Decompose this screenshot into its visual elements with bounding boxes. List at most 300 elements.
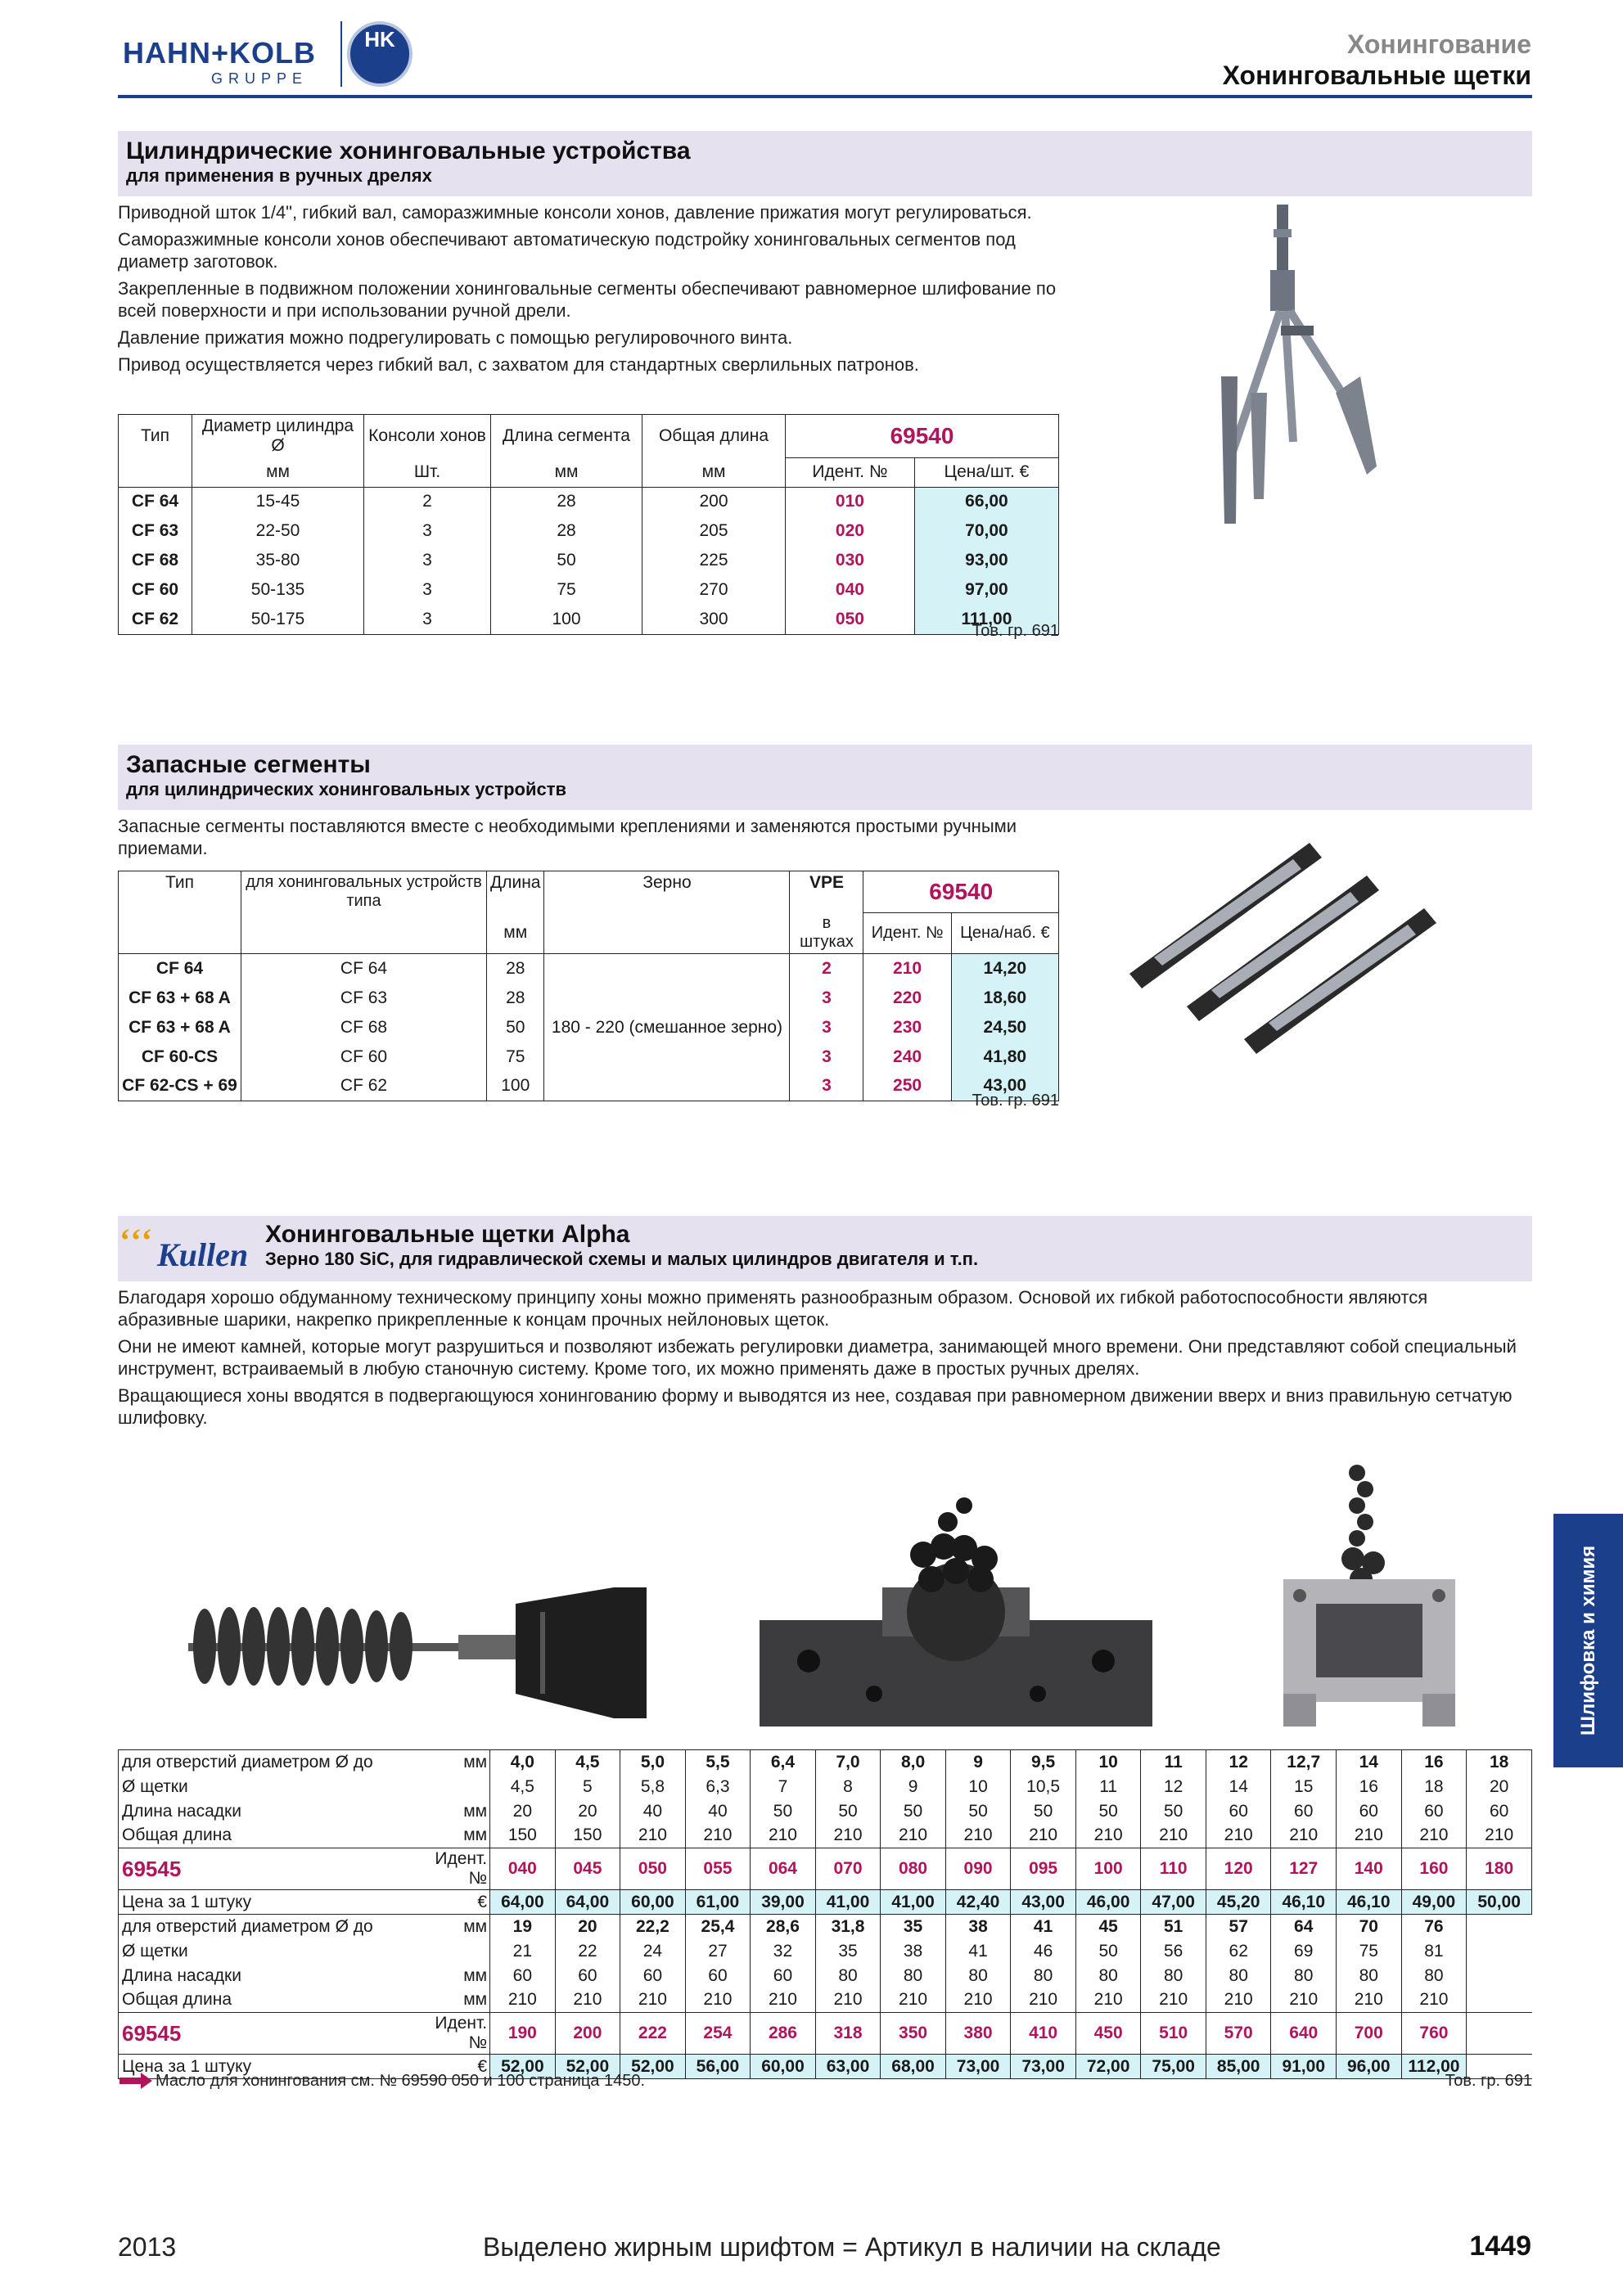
table-cell: 210 <box>751 1988 816 2013</box>
section2-description: Запасные сегменты поставляются вместе с необходимыми креплениями и заменяются простыми ручными приемами. <box>118 816 1017 858</box>
cell-type: CF 63 + 68 A <box>119 1013 241 1042</box>
cell-type: CF 64 <box>119 954 241 984</box>
cell-ident: 030 <box>786 546 915 575</box>
cell-segment-length: 50 <box>491 546 642 575</box>
table-cell: 210 <box>490 1988 556 2013</box>
table-cell: 22,2 <box>620 1915 686 1939</box>
row-unit: Идент. № <box>432 2013 489 2055</box>
table-cell: 200 <box>555 2013 620 2055</box>
table-cell <box>1467 2013 1532 2055</box>
unit-label: мм <box>491 457 642 487</box>
table-cell: 45 <box>1075 1915 1141 1939</box>
table-cell: 210 <box>685 1988 751 2013</box>
arrow-right-icon <box>119 2073 152 2089</box>
table-cell: 10 <box>1075 1750 1141 1775</box>
honing-tool-image <box>1179 196 1408 573</box>
table-cell: 41 <box>1011 1915 1076 1939</box>
table-cell: 210 <box>881 1824 946 1848</box>
unit-label <box>241 912 487 954</box>
table-cell: 15 <box>1271 1775 1337 1799</box>
cell-price: 14,20 <box>951 954 1058 984</box>
cell-type: CF 64 <box>119 487 192 516</box>
table-cell: 064 <box>751 1848 816 1890</box>
table-cell: 510 <box>1141 2013 1206 2055</box>
table-cell: 210 <box>751 1824 816 1848</box>
table-cell: 60 <box>751 1964 816 1988</box>
table-cell: 7,0 <box>815 1750 881 1775</box>
table-cell: 96,00 <box>1337 2055 1402 2079</box>
table-cell: 64,00 <box>490 1890 556 1915</box>
section3-paragraph: Вращающиеся хоны вводятся в подвергающуюся хонингованию форму и выводятся из нее, создавая при равномерном движении вверх и вниз правильную сетчатую шлифовку. <box>118 1385 1513 1428</box>
table-cell: 760 <box>1401 2013 1467 2055</box>
table-cell: 12 <box>1206 1750 1271 1775</box>
table-cell: 91,00 <box>1271 2055 1337 2079</box>
table-cell: 055 <box>685 1848 751 1890</box>
table-cell: 080 <box>881 1848 946 1890</box>
chapter-tab[interactable] <box>1553 1514 1623 1767</box>
table-header: Длина сегмента <box>491 415 642 458</box>
row-unit: мм <box>432 1964 489 1988</box>
table-cell: 120 <box>1206 1848 1271 1890</box>
table-cell: 80 <box>945 1964 1011 1988</box>
table-cell: 19 <box>490 1915 556 1939</box>
table-cell: 5,5 <box>685 1750 751 1775</box>
row-ident <box>119 1848 1532 1890</box>
table-cell: 140 <box>1337 1848 1402 1890</box>
cell-diameter: 15-45 <box>192 487 364 516</box>
row-total-length <box>119 1824 1532 1848</box>
table-cell: 39,00 <box>751 1890 816 1915</box>
table-cell: 16 <box>1337 1775 1402 1799</box>
table-cell: 350 <box>881 2013 946 2055</box>
table-cell: 210 <box>1271 1988 1337 2013</box>
table-cell: 4,5 <box>490 1775 556 1799</box>
table-cell: 095 <box>1011 1848 1076 1890</box>
table-cell: 210 <box>555 1988 620 2013</box>
table-cell <box>1467 1915 1532 1939</box>
table-cell: 210 <box>1206 1824 1271 1848</box>
chapter-tab-label: Шлифовка и химия <box>1576 1545 1599 1736</box>
cell-ident: 230 <box>863 1013 951 1042</box>
row-label: Цена за 1 штуку <box>119 1890 433 1915</box>
product-group-label: Тов. гр. 691 <box>972 622 1059 640</box>
section1-paragraph: Привод осуществляется через гибкий вал, с захватом для стандартных сверлильных патронов. <box>118 354 919 375</box>
table-cell: 57 <box>1206 1915 1271 1939</box>
table-cell: 60,00 <box>620 1890 686 1915</box>
table-cell: 80 <box>1141 1964 1206 1988</box>
table-cell: 50 <box>1075 1939 1141 1964</box>
row-bore-diameter <box>119 1750 1532 1775</box>
table-cell: 040 <box>490 1848 556 1890</box>
table-cell: 210 <box>1271 1824 1337 1848</box>
unit-label: Цена/шт. € <box>914 457 1058 487</box>
table-cell: 42,40 <box>945 1890 1011 1915</box>
unit-label <box>119 457 192 487</box>
table-cell: 210 <box>620 1988 686 2013</box>
row-label: 69545 <box>119 1848 433 1890</box>
table-cell: 60 <box>1271 1799 1337 1824</box>
footer-legend: Выделено жирным шрифтом = Артикул в наличии на складе <box>483 2232 1221 2262</box>
section2-title: Запасные сегменты <box>126 751 371 778</box>
section1-paragraph: Приводной шток 1/4", гибкий вал, саморазжимные консоли хонов, давление прижатия могут регулироваться. <box>118 202 1032 223</box>
cell-price: 18,60 <box>951 984 1058 1013</box>
table-cell: 50 <box>815 1799 881 1824</box>
table-cell: 60 <box>620 1964 686 1988</box>
table-cell: 21 <box>490 1939 556 1964</box>
table-cell: 160 <box>1401 1848 1467 1890</box>
cell-ident: 010 <box>786 487 915 516</box>
cell-length: 75 <box>487 1042 544 1072</box>
cell-total-length: 270 <box>642 575 786 605</box>
brand-mark-icon: HK <box>347 21 413 87</box>
article-number: 69540 <box>786 415 1059 458</box>
table-header: Консоли хонов <box>364 415 491 458</box>
row-unit: мм <box>432 1750 489 1775</box>
cell-price: 24,50 <box>951 1013 1058 1042</box>
row-brush-diameter <box>119 1939 1532 1964</box>
cell-total-length: 200 <box>642 487 786 516</box>
row-label: Ø щетки <box>119 1775 433 1799</box>
table-cell: 60 <box>1337 1799 1402 1824</box>
table-cell: 100 <box>1075 1848 1141 1890</box>
table-header: Зерно <box>544 871 790 913</box>
table-cell: 62 <box>1206 1939 1271 1964</box>
cell-price: 97,00 <box>914 575 1058 605</box>
cell-ident: 250 <box>863 1072 951 1101</box>
table-row <box>119 516 1059 546</box>
table-header: для хонинговальных устройств типа <box>241 871 487 913</box>
table-cell: 5 <box>555 1775 620 1799</box>
table-cell: 210 <box>945 1988 1011 2013</box>
table-cell: 40 <box>620 1799 686 1824</box>
unit-label: в штуках <box>790 912 863 954</box>
cell-length: 100 <box>487 1072 544 1101</box>
table-cell: 210 <box>1075 1824 1141 1848</box>
table-cell: 50 <box>1075 1799 1141 1824</box>
table-cell: 7 <box>751 1775 816 1799</box>
cell-consoles: 3 <box>364 605 491 634</box>
table-header: Длина <box>487 871 544 913</box>
table-cell: 38 <box>945 1915 1011 1939</box>
alpha-brush-table-block1 <box>119 1750 1532 1915</box>
table-cell: 60 <box>1206 1799 1271 1824</box>
table-cell: 210 <box>1011 1824 1076 1848</box>
table-cell: 286 <box>751 2013 816 2055</box>
logo-divider <box>340 21 342 87</box>
table-cell: 210 <box>881 1988 946 2013</box>
article-number: 69540 <box>863 871 1059 913</box>
table-cell: 410 <box>1011 2013 1076 2055</box>
cell-vpe: 3 <box>790 984 863 1013</box>
table-cell: 190 <box>490 2013 556 2055</box>
table-cell: 60 <box>490 1964 556 1988</box>
table-cell: 35 <box>881 1915 946 1939</box>
table-cell: 56 <box>1141 1939 1206 1964</box>
section3-paragraph: Благодаря хорошо обдуманному техническому принципу хоны можно применять разнообразным образом. Основой их гибкой работоспособности являются абразивные шарики, накрепко прикрепленные к концам прочных нейлоновых щеток. <box>118 1287 1428 1330</box>
table-row <box>119 487 1059 516</box>
table-cell: 80 <box>1075 1964 1141 1988</box>
table-cell: 41,00 <box>881 1890 946 1915</box>
table-cell: 22 <box>555 1939 620 1964</box>
table-cell: 80 <box>1337 1964 1402 1988</box>
page-title: Хонинговальные щетки <box>1222 61 1531 90</box>
cell-vpe: 3 <box>790 1072 863 1101</box>
product-group-label: Тов. гр. 691 <box>1445 2072 1532 2090</box>
row-brush-diameter <box>119 1775 1532 1799</box>
brand-logo: HAHN+KOLB <box>123 36 317 70</box>
table-cell: 6,3 <box>685 1775 751 1799</box>
section1-title: Цилиндрические хонинговальные устройства <box>126 137 691 164</box>
cell-price: 111,00 <box>914 605 1058 634</box>
table-cell: 80 <box>881 1964 946 1988</box>
cell-vpe: 3 <box>790 1013 863 1042</box>
footer-year: 2013 <box>118 2232 177 2262</box>
table-cell: 8 <box>815 1775 881 1799</box>
cell-diameter: 22-50 <box>192 516 364 546</box>
table-cell: 254 <box>685 2013 751 2055</box>
table-cell: 045 <box>555 1848 620 1890</box>
table-header: Общая длина <box>642 415 786 458</box>
cell-price: 41,80 <box>951 1042 1058 1072</box>
unit-label: Идент. № <box>863 912 951 954</box>
table-cell: 64 <box>1271 1915 1337 1939</box>
table-cell: 68,00 <box>881 2055 946 2079</box>
table-cell: 180 <box>1467 1848 1532 1890</box>
table-cell: 73,00 <box>1011 2055 1076 2079</box>
cell-price: 43,00 <box>951 1072 1058 1101</box>
row-label: Общая длина <box>119 1988 433 2013</box>
table-cell: 127 <box>1271 1848 1337 1890</box>
table-cell: 45,20 <box>1206 1890 1271 1915</box>
table-cell: 85,00 <box>1206 2055 1271 2079</box>
table-cell: 31,8 <box>815 1915 881 1939</box>
section2-table <box>118 871 1059 1101</box>
table-cell: 10,5 <box>1011 1775 1076 1799</box>
table-cell: 50 <box>1011 1799 1076 1824</box>
table-cell: 210 <box>1337 1824 1402 1848</box>
row-label: Общая длина <box>119 1824 433 1848</box>
table-cell: 64,00 <box>555 1890 620 1915</box>
table-cell: 11 <box>1141 1750 1206 1775</box>
brand-logo-subtitle: GRUPPE <box>211 70 309 87</box>
row-label: Цена за 1 штуку <box>119 2055 433 2079</box>
table-cell: 16 <box>1401 1750 1467 1775</box>
cell-type: CF 62-CS + 69 <box>119 1072 241 1101</box>
table-cell: 14 <box>1337 1750 1402 1775</box>
table-cell: 9 <box>881 1775 946 1799</box>
table-cell: 80 <box>1401 1964 1467 1988</box>
table-cell: 8,0 <box>881 1750 946 1775</box>
table-cell: 56,00 <box>685 2055 751 2079</box>
table-cell: 70 <box>1337 1915 1402 1939</box>
table-cell: 210 <box>1075 1988 1141 2013</box>
cell-type: CF 63 <box>119 516 192 546</box>
unit-label: Цена/наб. € <box>951 912 1058 954</box>
table-cell: 80 <box>1271 1964 1337 1988</box>
row-unit: Идент. № <box>432 1848 489 1890</box>
row-bore-diameter <box>119 1915 1532 1939</box>
table-cell: 46,10 <box>1271 1890 1337 1915</box>
table-cell <box>1467 1964 1532 1988</box>
row-label: Длина насадки <box>119 1799 433 1824</box>
cell-type: CF 60 <box>119 575 192 605</box>
table-cell: 81 <box>1401 1939 1467 1964</box>
table-cell: 210 <box>620 1824 686 1848</box>
table-cell: 210 <box>685 1824 751 1848</box>
table-cell: 4,0 <box>490 1750 556 1775</box>
table-cell: 60,00 <box>751 2055 816 2079</box>
table-cell: 150 <box>490 1824 556 1848</box>
row-ident <box>119 2013 1532 2055</box>
table-cell: 20 <box>1467 1775 1532 1799</box>
table-cell: 20 <box>555 1915 620 1939</box>
table-cell: 210 <box>1011 1988 1076 2013</box>
section2-header <box>118 745 1532 810</box>
table-cell: 28,6 <box>751 1915 816 1939</box>
cell-type: CF 60-CS <box>119 1042 241 1072</box>
table-cell: 9,5 <box>1011 1750 1076 1775</box>
table-cell: 12 <box>1141 1775 1206 1799</box>
section3-header <box>118 1216 1532 1281</box>
cell-device-type: CF 64 <box>241 954 487 984</box>
cell-device-type: CF 62 <box>241 1072 487 1101</box>
row-unit <box>432 1939 489 1964</box>
cell-grain: 180 - 220 (смешанное зерно) <box>544 954 790 1101</box>
cell-consoles: 3 <box>364 575 491 605</box>
section1-header <box>118 131 1532 196</box>
table-cell: 50 <box>751 1799 816 1824</box>
section1-paragraph: Саморазжимные консоли хонов обеспечивают автоматическую подстройку хонинговальных сегментов под диаметр заготовок. <box>118 229 1016 272</box>
table-row <box>119 575 1059 605</box>
unit-label: мм <box>192 457 364 487</box>
row-unit: € <box>432 1890 489 1915</box>
row-unit: € <box>432 2055 489 2079</box>
table-cell: 43,00 <box>1011 1890 1076 1915</box>
section1-paragraph: Давление прижатия можно подрегулировать с помощью регулировочного винта. <box>118 327 793 348</box>
section1-description <box>118 201 1059 380</box>
cell-vpe: 2 <box>790 954 863 984</box>
table-cell: 5,8 <box>620 1775 686 1799</box>
table-cell: 14 <box>1206 1775 1271 1799</box>
table-cell: 210 <box>1337 1988 1402 2013</box>
table-cell: 070 <box>815 1848 881 1890</box>
cell-total-length: 205 <box>642 516 786 546</box>
cell-ident: 040 <box>786 575 915 605</box>
table-cell: 60 <box>555 1964 620 1988</box>
table-cell: 6,4 <box>751 1750 816 1775</box>
row-unit: мм <box>432 1915 489 1939</box>
table-cell: 60 <box>1401 1799 1467 1824</box>
cell-ident: 240 <box>863 1042 951 1072</box>
section3-description <box>118 1286 1532 1434</box>
row-label: Ø щетки <box>119 1939 433 1964</box>
section1-table <box>118 414 1059 635</box>
alpha-brush-table <box>118 1749 1532 2079</box>
table-cell: 210 <box>815 1824 881 1848</box>
table-cell: 050 <box>620 1848 686 1890</box>
cell-length: 28 <box>487 954 544 984</box>
table-cell: 25,4 <box>685 1915 751 1939</box>
cell-segment-length: 75 <box>491 575 642 605</box>
section3-paragraph: Они не имеют камней, которые могут разрушиться и позволяют избежать регулировки диаметра, занимающей много времени. Они представляют собой специальный инструмент, встраиваемый в любую станочную систему. Кроме того, их можно применять даже в простых ручных дрелях. <box>118 1336 1517 1379</box>
cell-total-length: 225 <box>642 546 786 575</box>
table-header: VPE <box>790 871 863 913</box>
cell-diameter: 35-80 <box>192 546 364 575</box>
table-cell: 10 <box>945 1775 1011 1799</box>
row-price <box>119 1890 1532 1915</box>
table-cell: 20 <box>555 1799 620 1824</box>
cell-device-type: CF 60 <box>241 1042 487 1072</box>
table-cell: 210 <box>1401 1824 1467 1848</box>
table-cell: 210 <box>945 1824 1011 1848</box>
table-cell: 700 <box>1337 2013 1402 2055</box>
cell-ident: 220 <box>863 984 951 1013</box>
table-cell: 49,00 <box>1401 1890 1467 1915</box>
table-cell: 61,00 <box>685 1890 751 1915</box>
table-cell: 60 <box>1467 1799 1532 1824</box>
honing-brush-drill-image <box>188 1555 647 1751</box>
section1-subtitle: для применения в ручных дрелях <box>126 165 432 186</box>
table-cell: 4,5 <box>555 1750 620 1775</box>
table-cell: 80 <box>815 1964 881 1988</box>
table-cell: 210 <box>1467 1824 1532 1848</box>
table-cell <box>1467 1988 1532 2013</box>
unit-label: Идент. № <box>786 457 915 487</box>
cell-consoles: 2 <box>364 487 491 516</box>
table-cell: 75 <box>1337 1939 1402 1964</box>
cell-device-type: CF 68 <box>241 1013 487 1042</box>
cell-type: CF 62 <box>119 605 192 634</box>
cell-price: 93,00 <box>914 546 1058 575</box>
table-cell: 35 <box>815 1939 881 1964</box>
table-cell: 41 <box>945 1939 1011 1964</box>
honing-brush-valve-body-image <box>760 1489 1152 1727</box>
cell-segment-length: 100 <box>491 605 642 634</box>
table-cell: 73,00 <box>945 2055 1011 2079</box>
cell-diameter: 50-135 <box>192 575 364 605</box>
row-label: Длина насадки <box>119 1964 433 1988</box>
table-cell: 52,00 <box>490 2055 556 2079</box>
cell-price: 70,00 <box>914 516 1058 546</box>
unit-label <box>544 912 790 954</box>
cell-segment-length: 28 <box>491 516 642 546</box>
alpha-brush-table-block2 <box>119 1915 1532 2079</box>
table-cell: 50,00 <box>1467 1890 1532 1915</box>
table-cell: 210 <box>1141 1988 1206 2013</box>
table-cell: 210 <box>1206 1988 1271 2013</box>
cell-length: 50 <box>487 1013 544 1042</box>
cell-total-length: 300 <box>642 605 786 634</box>
row-label: для отверстий диаметром Ø до <box>119 1750 433 1775</box>
row-unit <box>432 1775 489 1799</box>
header-rule <box>118 95 1532 98</box>
table-cell <box>1467 1939 1532 1964</box>
table-cell: 9 <box>945 1750 1011 1775</box>
table-cell: 41,00 <box>815 1890 881 1915</box>
unit-label <box>119 912 241 954</box>
table-row <box>119 605 1059 634</box>
table-cell: 76 <box>1401 1915 1467 1939</box>
cell-device-type: CF 63 <box>241 984 487 1013</box>
table-row <box>119 954 1059 984</box>
row-unit: мм <box>432 1988 489 2013</box>
table-cell: 210 <box>1141 1824 1206 1848</box>
cell-length: 28 <box>487 984 544 1013</box>
table-cell: 450 <box>1075 2013 1141 2055</box>
page-number: 1449 <box>1469 2231 1531 2262</box>
cell-price: 66,00 <box>914 487 1058 516</box>
table-cell: 18 <box>1401 1775 1467 1799</box>
